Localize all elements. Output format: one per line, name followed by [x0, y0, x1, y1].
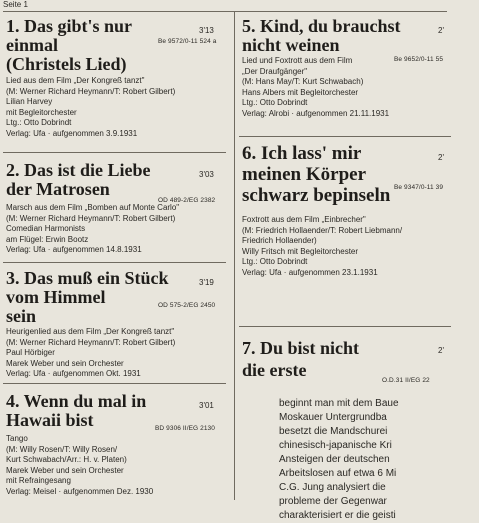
track-catalog: Be 9652/0-11 55 — [394, 56, 444, 63]
essay-text: beginnt man mit dem Baue Moskauer Untergrundba besetzt die Mandschurei chinesisch-japanische Kri Ansteigen der deutschen Arbeitslosen auf etwa 6 Mi C.G. Jung analysiert die probleme der Gegenwar charakterisiert er die geisti — [279, 398, 399, 521]
track-duration: 3'03 — [199, 170, 214, 179]
track-title: 5. Kind, du brauchst nicht weinen — [242, 16, 401, 55]
track-1 — [3, 11, 226, 153]
track-info: Heurigenlied aus dem Film „Der Kongreß tanzt" (M: Werner Richard Heymann/T: Robert Gilbert) Paul Hörbiger Marek Weber und sein Orchester Verlag: Ufa · aufgenommen Okt. 1931 — [6, 327, 176, 378]
track-info: Lied aus dem Film „Der Kongreß tanzt" (M: Werner Richard Heymann/T: Robert Gilbert) Lilian Harvey mit Begleitorchester Ltg.: Otto Dobrindt Verlag: Ufa · aufgenommen 3.9.1931 — [6, 76, 176, 138]
track-duration: 2' — [438, 346, 444, 355]
track-title: 1. Das gibt's nur einmal (Christels Lied) — [6, 16, 133, 74]
track-catalog: OD 575-2/EG 2450 — [158, 302, 216, 309]
track-info: Foxtrott aus dem Film „Einbrecher" (M: Friedrich Hollaender/T: Robert Liebmann/ Friedrich Hollaender) Willy Fritsch mit Begleitorchester Ltg.: Otto Dobrindt Verlag: Ufa · aufgenommen 23.1.1931 — [242, 215, 403, 277]
track-5 — [239, 11, 451, 137]
track-title: 6. Ich lass' mir meinen Körper schwarz bepinseln — [242, 143, 391, 206]
track-title: 4. Wenn du mal in Hawaii bist — [6, 391, 147, 430]
track-duration: 3'13 — [199, 26, 214, 35]
track-title: 3. Das muß ein Stück vom Himmel sein — [6, 268, 169, 326]
track-info: Tango (M: Willy Rosen/T: Willy Rosen/ Kurt Schwabach/Arr.: H. v. Platen) Marek Weber und sein Orchester mit Refraingesang Verlag: Meisel · aufgenommen Dez. 1930 — [6, 434, 154, 496]
track-catalog: BD 9306 II/EG 2130 — [155, 425, 215, 432]
track-info: Marsch aus dem Film „Bomben auf Monte Carlo" (M: Werner Richard Heymann/T: Robert Gilbert) Comedian Harmonists am Flügel: Erwin Bootz Verlag: Ufa · aufgenommen 14.8.1931 — [6, 203, 180, 254]
track-duration: 2' — [438, 153, 444, 162]
track-catalog: O.D.31 II/EG 22 — [382, 377, 430, 384]
track-title: 2. Das ist die Liebe der Matrosen — [6, 160, 151, 199]
track-duration: 3'01 — [199, 401, 214, 410]
track-duration: 3'19 — [199, 278, 214, 287]
left-column — [3, 11, 226, 500]
track-catalog: Be 9347/0-11 39 — [394, 184, 444, 191]
side-label: Seite 1 — [3, 0, 28, 9]
track-2 — [3, 153, 226, 263]
track-duration: 2' — [438, 26, 444, 35]
track-catalog: Be 9572/0-11 524 a — [158, 38, 217, 45]
track-info: Lied und Foxtrott aus dem Film „Der Draufgänger" (M: Hans May/T: Kurt Schwabach) Hans Albers mit Begleitorchester Ltg.: Otto Dobrindt Verlag: Alrobi · aufgenommen 21.11.1931 — [242, 56, 390, 118]
track-6 — [239, 137, 451, 327]
track-4 — [3, 384, 226, 500]
track-catalog: OD 489-2/EG 2382 — [158, 197, 216, 204]
right-column — [234, 11, 451, 521]
track-title: 7. Du bist nicht die erste — [242, 338, 360, 380]
track-3 — [3, 263, 226, 384]
